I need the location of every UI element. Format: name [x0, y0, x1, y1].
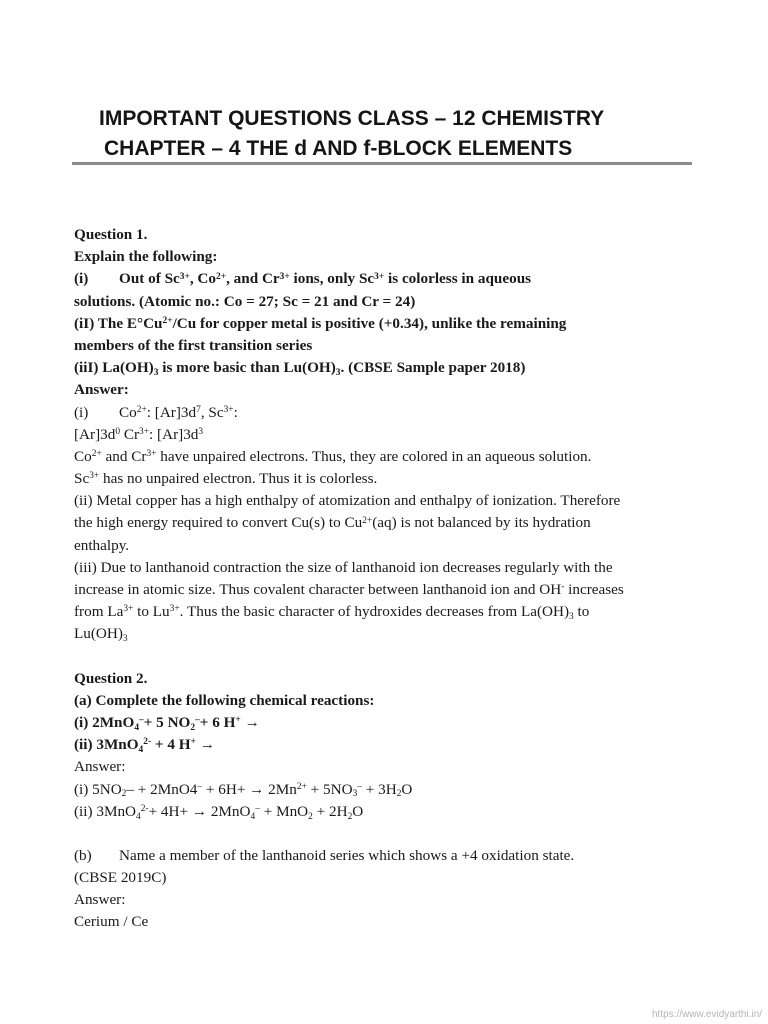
question-1-part-ii-cont: members of the first transition series — [74, 336, 313, 354]
answer-1-part-iii-cont: increase in atomic size. Thus covalent character between lanthanoid ion and OH- increases — [74, 581, 624, 598]
answer-1-part-ii: (ii) Metal copper has a high enthalpy of atomization and enthalpy of ionization. Therefore — [74, 492, 621, 510]
document-body — [74, 224, 704, 934]
question-2-reaction-ii: (ii) 3MnO$_4^{2-}$ + 4 H+ → — [74, 736, 215, 755]
watermark-link[interactable]: https://www.evidyarthi.in/ — [652, 1009, 763, 1020]
question-1-part-i: (i) Out of $Sc^{3+}$, $Co^{2+}$, and $Cr^{3+}$ ions, only $Sc^{3+}$ is colorless in aqueous — [74, 270, 532, 288]
question-2-part-a: (a) Complete the following chemical reactions: — [74, 691, 375, 709]
answer-1-part-iii-end: $Lu(OH)_3$ — [74, 625, 128, 645]
question-1-part-ii: (iI) The $E^\circ Cu^{2+}/Cu$ for copper metal is positive (+0.34), unlike the remaining — [74, 314, 567, 332]
question-2-part-b-source: (CBSE 2019C) — [74, 869, 167, 887]
answer-1-colorless: $Sc^{3+}$ has no unpaired electron. Thus it is colorless. — [74, 470, 378, 488]
question-2-reaction-i: (i) 2MnO$_4$–+ 5 $NO_2^-+ 6$ H+ → — [74, 713, 260, 733]
question-1-answer-label: Answer: — [74, 381, 129, 399]
answer-2-reaction-ii: (ii) $3MnO_4^{2-}+ 4H+ \to 2MnO_4^- + MnO_2 + 2H_2O$ — [74, 802, 364, 822]
question-1-prompt: Explain the following: — [74, 248, 218, 266]
answer-1-part-iii: (iii) Due to lanthanoid contraction the size of lanthanoid ion decreases regularly with the — [74, 558, 613, 576]
question-2-part-b-answer: Cerium / Ce — [74, 913, 149, 931]
document-title-line-1: IMPORTANT QUESTIONS CLASS – 12 CHEMISTRY — [99, 107, 605, 130]
question-1-heading: Question 1. — [74, 226, 148, 243]
document-title-line-2: CHAPTER – 4 THE d AND f-BLOCK ELEMENTS — [104, 137, 573, 160]
answer-1-part-i: (i) $Co^{2+}$: $[Ar]3d^7$, $Sc^{3+}$: — [74, 403, 238, 421]
question-2-answer-label: Answer: — [74, 758, 126, 776]
answer-1-part-ii-end: enthalpy. — [74, 536, 130, 554]
answer-1-config: $[Ar]3d^0$ $Cr^{3+}$: $[Ar]3d^3$ — [74, 425, 204, 443]
question-2-part-b: (b) Name a member of the lanthanoid series which shows a +4 oxidation state. — [74, 846, 575, 864]
answer-1-part-ii-cont: the high energy required to convert Cu(s) to $Cu^{2+}(aq)$ is not balanced by its hydration — [74, 514, 591, 532]
answer-2-reaction-i: (i) $5NO_2- + 2MnO4^- + 6H+ \to 2Mn^{2+} + 5NO_3^- + 3H_2O$ — [74, 780, 413, 800]
answer-1-colored: $Co^{2+}$ and $Cr^{3+}$ have unpaired electrons. Thus, they are colored in an aqueous solution. — [74, 447, 592, 465]
question-1-part-i-cont: solutions. (Atomic no.: Co = 27; Sc = 21 and Cr = 24) — [74, 292, 416, 310]
question-2-heading: Question 2. — [74, 669, 148, 687]
question-1-part-iii: (iiI) $La(OH)_3$ is more basic than $Lu(OH)_3$. (CBSE Sample paper 2018) — [74, 359, 526, 378]
question-2-part-b-answer-label: Answer: — [74, 891, 126, 909]
answer-1-part-iii-cont-2: from $La^{3+}$ to $Lu^{3+}$. Thus the basic character of hydroxides decreases from $La(OH)_3$ to — [74, 603, 590, 622]
title-divider — [72, 162, 692, 165]
